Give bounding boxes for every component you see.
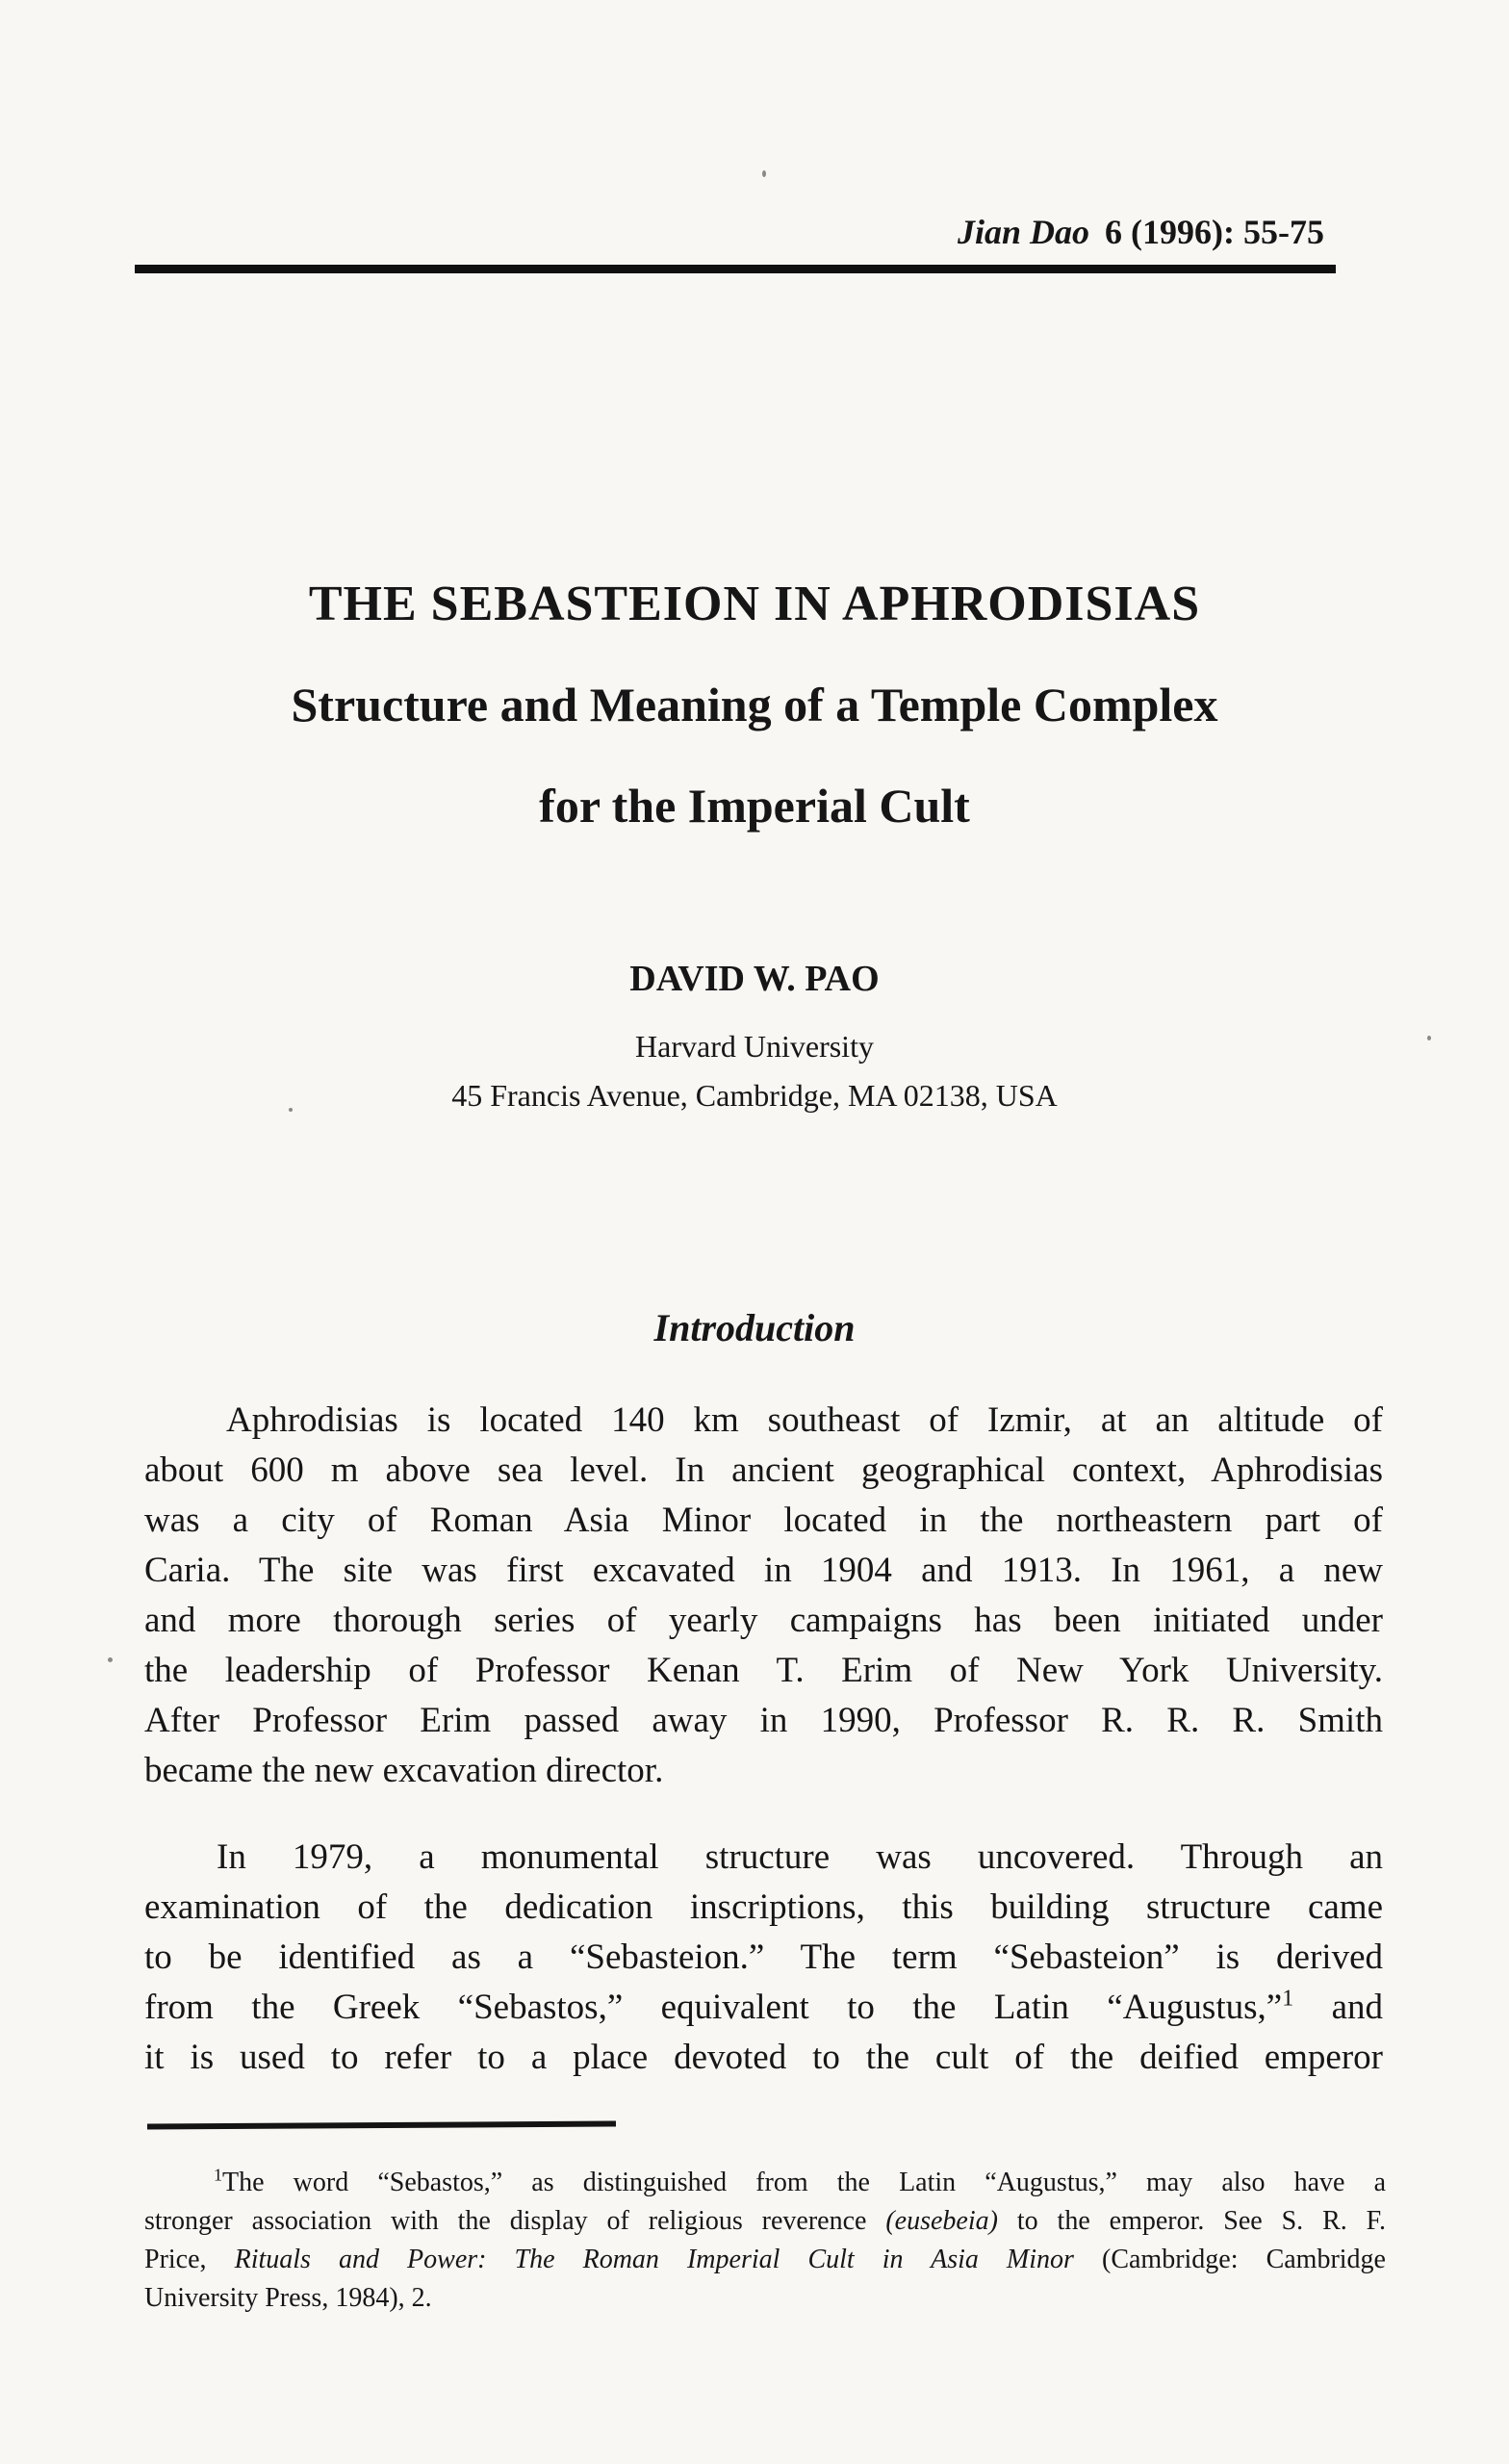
scan-speckle xyxy=(108,1657,113,1662)
header-rule xyxy=(135,265,1336,273)
footnote-segment: Price, xyxy=(144,2245,235,2274)
footnote-italic-term: (eusebeia) xyxy=(885,2206,998,2236)
footnote-line: University Press, 1984), 2. xyxy=(144,2283,432,2313)
body-line: Caria. The site was first excavated in 1904 and 1913. In 1961, a new xyxy=(144,1551,1383,1590)
scan-speckle xyxy=(289,1108,293,1112)
journal-name: Jian Dao xyxy=(958,213,1090,251)
body-line: and more thorough series of yearly campaigns has been initiated under xyxy=(144,1601,1383,1640)
title-line-3: for the Imperial Cult xyxy=(539,779,970,833)
author-name: DAVID W. PAO xyxy=(629,959,880,999)
article-title-block xyxy=(139,576,1370,834)
body-line: the leadership of Professor Kenan T. Erim of New York University. xyxy=(144,1651,1383,1690)
footnote-separator-rule xyxy=(147,2121,616,2130)
footnote-segment: stronger association with the display of religious reverence xyxy=(144,2206,886,2236)
author-address: 45 Francis Avenue, Cambridge, MA 02138, USA xyxy=(451,1078,1058,1113)
journal-citation: 6 (1996): 55-75 xyxy=(1105,213,1324,251)
title-line-2: Structure and Meaning of a Temple Complex xyxy=(291,678,1218,732)
body-line: Aphrodisias is located 140 km southeast of Izmir, at an altitude of xyxy=(226,1400,1383,1440)
footnote-segment: The word “Sebastos,” as distinguished from the Latin “Augustus,” may also have a xyxy=(222,2168,1386,2197)
body-line: was a city of Roman Asia Minor located in the northeastern part of xyxy=(144,1501,1383,1540)
footnote-block xyxy=(144,2164,1386,2318)
footnote-line xyxy=(144,2164,1386,2202)
paragraph-1 xyxy=(144,1396,1383,1796)
paragraph-2 xyxy=(144,1833,1383,2083)
footnote-marker-1: 1 xyxy=(214,2165,222,2185)
journal-header xyxy=(958,212,1324,252)
title-line-1: THE SEBASTEION IN APHRODISIAS xyxy=(308,577,1201,631)
section-heading-introduction: Introduction xyxy=(653,1306,856,1349)
author-affiliation: Harvard University xyxy=(635,1029,874,1064)
body-line-segment: from the Greek “Sebastos,” equivalent to the Latin “Augustus,” xyxy=(144,1988,1283,2027)
scan-speckle xyxy=(762,170,766,177)
body-line: about 600 m above sea level. In ancient geographical context, Aphrodisias xyxy=(144,1450,1383,1490)
body-line xyxy=(144,1983,1383,2033)
footnote-segment: (Cambridge: Cambridge xyxy=(1073,2245,1386,2274)
body-line: became the new excavation director. xyxy=(144,1751,664,1790)
body-line: After Professor Erim passed away in 1990, Professor R. R. R. Smith xyxy=(144,1701,1383,1740)
body-text xyxy=(144,1396,1383,2083)
body-line-segment: and xyxy=(1293,1988,1383,2027)
footnote-segment: to the emperor. See S. R. F. xyxy=(997,2206,1386,2236)
author-block xyxy=(139,958,1370,1114)
footnote-book-title: Rituals and Power: The Roman Imperial Cult in Asia Minor xyxy=(234,2245,1074,2274)
body-line: In 1979, a monumental structure was uncovered. Through an xyxy=(217,1837,1383,1877)
body-line: to be identified as a “Sebasteion.” The term “Sebasteion” is derived xyxy=(144,1938,1383,1977)
body-line: it is used to refer to a place devoted to the cult of the deified emperor xyxy=(144,2038,1383,2077)
footnote-line xyxy=(144,2241,1386,2279)
footnote-reference-1: 1 xyxy=(1282,1986,1294,2012)
body-line: examination of the dedication inscriptions, this building structure came xyxy=(144,1887,1383,1927)
scan-speckle xyxy=(1427,1036,1431,1040)
footnote-line xyxy=(144,2202,1386,2241)
